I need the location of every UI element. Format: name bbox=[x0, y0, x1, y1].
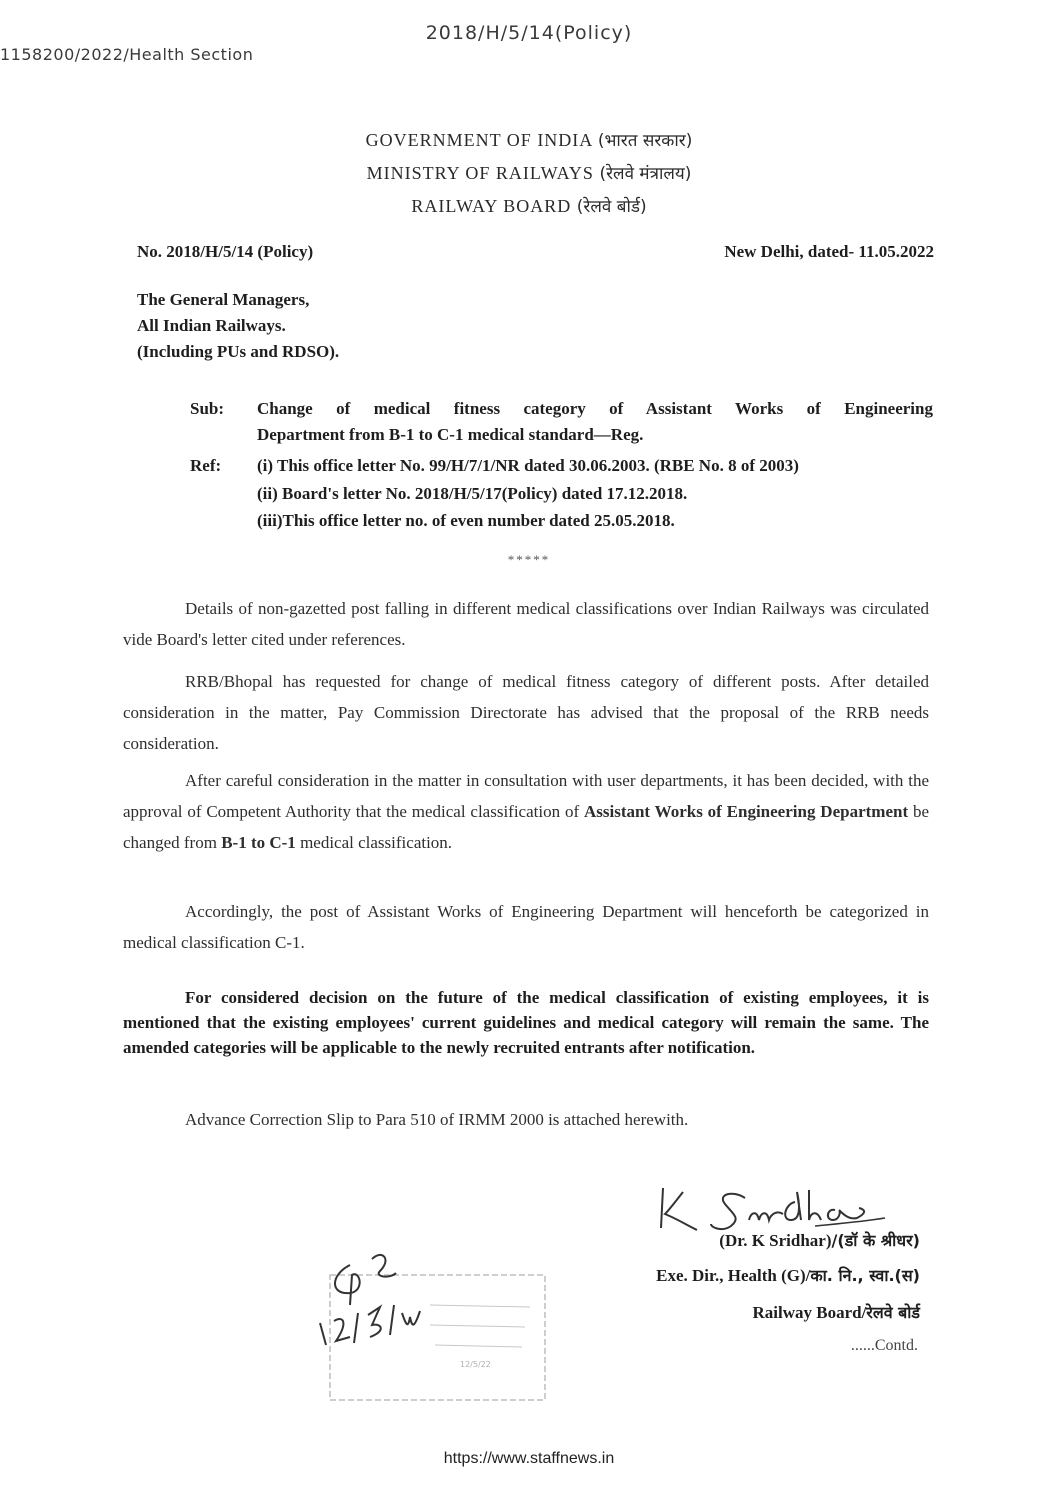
signatory-office-en: Railway Board/ bbox=[752, 1303, 867, 1322]
header-board-en: RAILWAY BOARD bbox=[411, 196, 572, 216]
paragraph-3-bold-post: Assistant Works of Engineering Department bbox=[583, 802, 909, 821]
paragraph-3-part-1: After careful consideration in the matter in consultation with user departments, it has been decided, with the approval of Competent Authority that the medical classification of bbox=[123, 771, 929, 821]
paragraph-5-text: For considered decision on the future of the medical classification of existing employees, it is mentioned that the existing employees' current guidelines and medical category will remain the same. The amended categories will be applicable to the newly recruited entrants after notification. bbox=[123, 988, 929, 1057]
header-board-hi: (रेलवे बोर्ड) bbox=[576, 197, 647, 217]
receipt-stamp bbox=[310, 1245, 550, 1410]
paragraph-3-part-2: be changed from bbox=[123, 802, 930, 852]
paragraph-4-text: Accordingly, the post of Assistant Works of Engineering Department will henceforth be categorized in medical classification C-1. bbox=[123, 902, 929, 952]
reference-item-1: (i) This office letter No. 99/H/7/1/NR dated 30.06.2003. (RBE No. 8 of 2003) bbox=[257, 456, 799, 475]
reference-line-1 bbox=[0, 456, 1058, 480]
reference-line-2 bbox=[0, 484, 1058, 508]
subject-label: Sub: bbox=[190, 399, 225, 418]
signatory-designation-en: Exe. Dir., Health (G)/ bbox=[656, 1266, 811, 1285]
paragraph-2 bbox=[123, 666, 929, 759]
subject-line-2 bbox=[0, 425, 1058, 449]
letter-number: No. 2018/H/5/14 (Policy) bbox=[137, 242, 314, 261]
separator-stars: ***** bbox=[507, 552, 551, 567]
signatory-office-hi: रेलवे बोर्ड bbox=[866, 1303, 920, 1322]
signatory-designation bbox=[656, 1264, 920, 1286]
paragraph-4 bbox=[123, 896, 929, 958]
signatory-name-hi: /(डॉ के श्रीधर) bbox=[831, 1231, 920, 1250]
paragraph-2-text: RRB/Bhopal has requested for change of medical fitness category of different posts. After detailed consideration in the matter, Pay Commission Directorate has advised that the proposal of the RRB needs consideration. bbox=[123, 672, 929, 753]
paragraph-3 bbox=[123, 765, 929, 858]
paragraph-3-part-4: medical classification. bbox=[300, 833, 453, 852]
header-line-board bbox=[0, 194, 1058, 217]
header-government-hi: (भारत सरकार) bbox=[597, 131, 693, 151]
footer-url[interactable]: https://www.staffnews.in bbox=[443, 1450, 615, 1467]
subject-line-1 bbox=[0, 399, 1058, 423]
header-ministry-hi: (रेलवे मंत्रालय) bbox=[599, 164, 692, 184]
addressee-line-1: The General Managers, bbox=[137, 290, 310, 309]
paragraph-1-text: Details of non-gazetted post falling in different medical classifications over Indian Railways was circulated vide Board's letter cited under references. bbox=[123, 599, 929, 649]
header-line-government bbox=[0, 128, 1058, 151]
paragraph-3-bold-from: B-1 bbox=[221, 833, 247, 852]
header-line-ministry bbox=[0, 161, 1058, 184]
paragraph-1 bbox=[123, 593, 929, 655]
paragraph-3-part-3: to bbox=[250, 833, 266, 852]
signatory-name bbox=[719, 1229, 920, 1251]
subject-text-1: Change of medical fitness category of Assistant Works of Engineering bbox=[257, 399, 933, 418]
file-reference-left: 1158200/2022/Health Section bbox=[0, 45, 254, 64]
signatory-office bbox=[752, 1301, 920, 1323]
paragraph-5 bbox=[123, 985, 929, 1060]
signatory-name-en: (Dr. K Sridhar) bbox=[719, 1231, 832, 1250]
reference-item-2: (ii) Board's letter No. 2018/H/5/17(Policy) dated 17.12.2018. bbox=[257, 484, 688, 503]
reference-line-3 bbox=[0, 511, 1058, 535]
letter-date: New Delhi, dated- 11.05.2022 bbox=[724, 242, 934, 261]
addressee-line-3: (Including PUs and RDSO). bbox=[137, 342, 340, 361]
addressee-line-2: All Indian Railways. bbox=[137, 316, 286, 335]
header-ministry-en: MINISTRY OF RAILWAYS bbox=[366, 163, 594, 183]
subject-text-2: Department from B-1 to C-1 medical standard—Reg. bbox=[257, 425, 644, 444]
stamp-initials-text: 12/5/22 bbox=[460, 1360, 491, 1369]
continued-marker: ......Contd. bbox=[850, 1337, 918, 1354]
header-government-en: GOVERNMENT OF INDIA bbox=[365, 130, 593, 150]
paragraph-3-bold-to: C-1 bbox=[269, 833, 296, 852]
paragraph-6 bbox=[123, 1104, 929, 1135]
paragraph-6-text: Advance Correction Slip to Para 510 of IRMM 2000 is attached herewith. bbox=[185, 1110, 689, 1129]
reference-label: Ref: bbox=[190, 456, 222, 475]
file-reference-top: 2018/H/5/14(Policy) bbox=[425, 22, 633, 44]
signatory-designation-hi: का. नि., स्वा.(स) bbox=[810, 1266, 920, 1285]
reference-item-3: (iii)This office letter no. of even number dated 25.05.2018. bbox=[257, 511, 675, 530]
